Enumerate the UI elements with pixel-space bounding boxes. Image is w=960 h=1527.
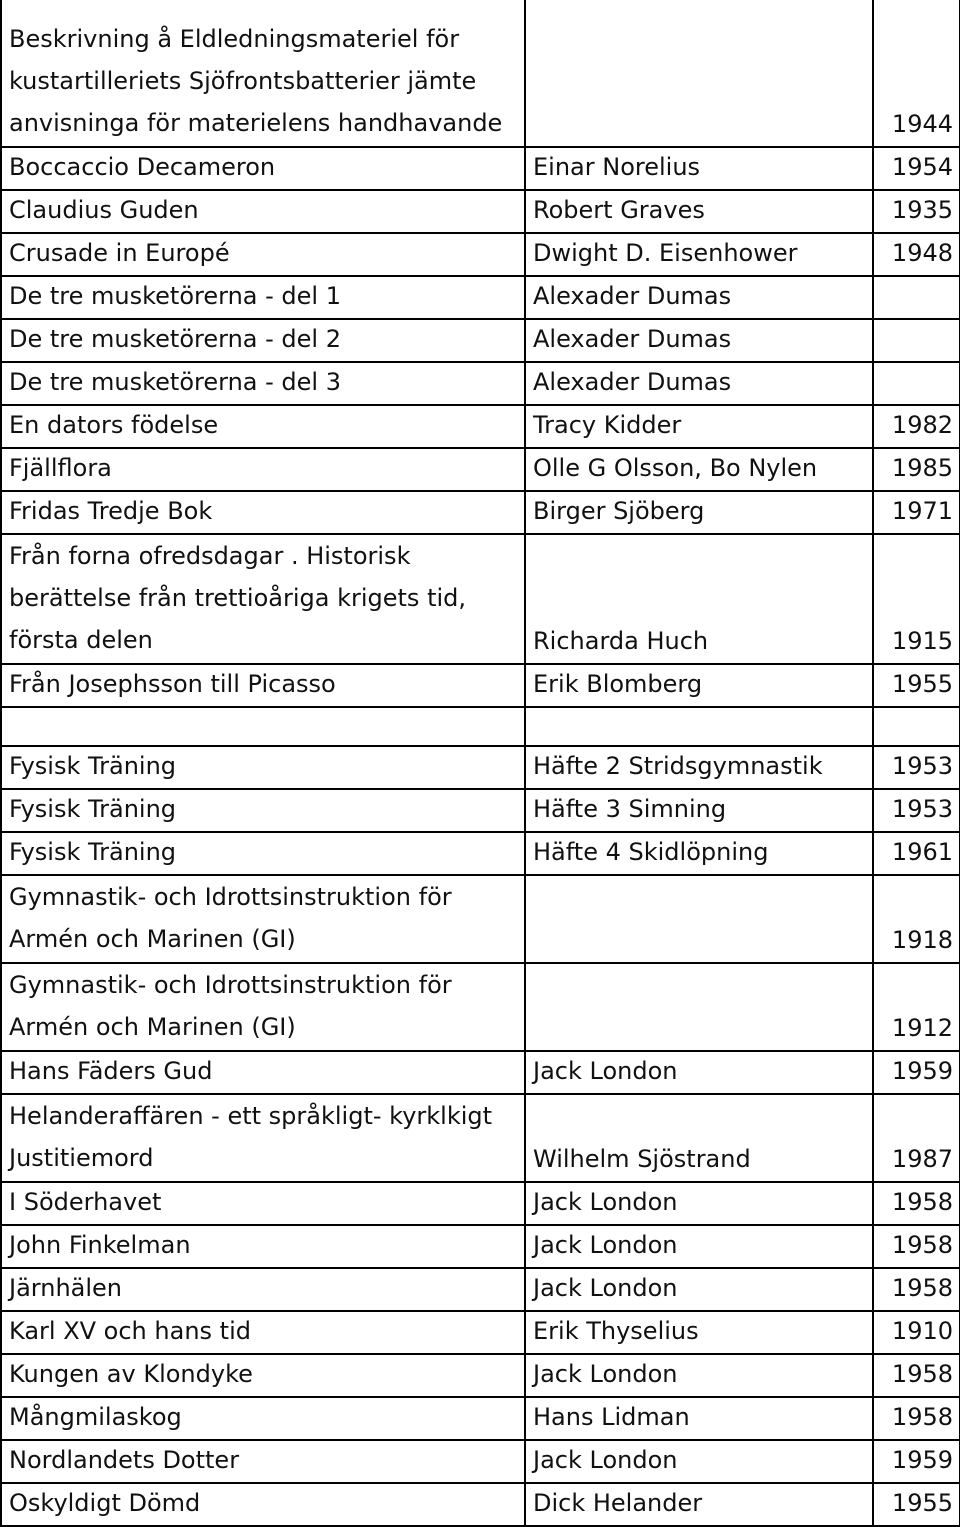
book-author-cell: Erik Thyselius	[525, 1311, 873, 1354]
table-row	[1, 746, 960, 789]
book-author-cell: Wilhelm Sjöstrand	[525, 1094, 873, 1182]
book-title-cell: Fridas Tredje Bok	[1, 491, 525, 534]
book-author-cell	[525, 875, 873, 963]
book-year-cell: 1935	[873, 190, 960, 233]
book-author-cell: Dick Helander	[525, 1483, 873, 1526]
book-author-cell	[525, 707, 873, 746]
table-row	[1, 707, 960, 746]
table-row	[1, 664, 960, 707]
book-year-cell: 1958	[873, 1182, 960, 1225]
book-year-cell	[873, 319, 960, 362]
book-year-cell: 1958	[873, 1397, 960, 1440]
book-author-cell: Alexader Dumas	[525, 362, 873, 405]
book-author-cell: Häfte 4 Skidlöpning	[525, 832, 873, 875]
book-year-cell: 1971	[873, 491, 960, 534]
book-title-cell: En dators födelse	[1, 405, 525, 448]
book-year-cell	[873, 276, 960, 319]
book-author-cell: Jack London	[525, 1182, 873, 1225]
table-row	[1, 319, 960, 362]
book-author-cell: Erik Blomberg	[525, 664, 873, 707]
table-row	[1, 276, 960, 319]
book-author-cell: Robert Graves	[525, 190, 873, 233]
book-title-cell: Beskrivning å Eldledningsmateriel för kustartilleriets Sjöfrontsbatterier jämte anvisninga för materielens handhavande	[1, 0, 525, 147]
table-row	[1, 1311, 960, 1354]
book-year-cell: 1918	[873, 875, 960, 963]
book-author-cell: Richarda Huch	[525, 534, 873, 664]
book-title-cell: Karl XV och hans tid	[1, 1311, 525, 1354]
book-year-cell: 1961	[873, 832, 960, 875]
book-year-cell: 1959	[873, 1440, 960, 1483]
book-title-cell: Från forna ofredsdagar . Historisk berättelse från trettioåriga krigets tid, första delen	[1, 534, 525, 664]
book-title-cell: Nordlandets Dotter	[1, 1440, 525, 1483]
book-author-cell: Jack London	[525, 1051, 873, 1094]
book-title-cell: Fysisk Träning	[1, 832, 525, 875]
book-author-cell: Tracy Kidder	[525, 405, 873, 448]
book-year-cell: 1954	[873, 147, 960, 190]
book-year-cell: 1982	[873, 405, 960, 448]
book-title-cell: Helanderaffären - ett språkligt- kyrklkigt Justitiemord	[1, 1094, 525, 1182]
book-title-cell: Oskyldigt Dömd	[1, 1483, 525, 1526]
table-row	[1, 233, 960, 276]
book-author-cell: Einar Norelius	[525, 147, 873, 190]
book-title-cell: Hans Fäders Gud	[1, 1051, 525, 1094]
table-row	[1, 832, 960, 875]
book-author-cell: Jack London	[525, 1268, 873, 1311]
book-year-cell: 1955	[873, 1483, 960, 1526]
book-year-cell: 1958	[873, 1225, 960, 1268]
book-title-cell: De tre musketörerna - del 2	[1, 319, 525, 362]
book-year-cell: 1959	[873, 1051, 960, 1094]
book-year-cell: 1912	[873, 963, 960, 1051]
book-title-cell: Mångmilaskog	[1, 1397, 525, 1440]
book-title-cell: Boccaccio Decameron	[1, 147, 525, 190]
book-year-cell: 1985	[873, 448, 960, 491]
book-title-cell: John Finkelman	[1, 1225, 525, 1268]
book-author-cell	[525, 963, 873, 1051]
book-year-cell: 1953	[873, 746, 960, 789]
book-title-cell: Järnhälen	[1, 1268, 525, 1311]
book-title-cell: De tre musketörerna - del 3	[1, 362, 525, 405]
book-title-cell: I Söderhavet	[1, 1182, 525, 1225]
book-author-cell: Dwight D. Eisenhower	[525, 233, 873, 276]
book-year-cell: 1910	[873, 1311, 960, 1354]
table-row	[1, 875, 960, 963]
book-author-cell: Alexader Dumas	[525, 276, 873, 319]
table-row	[1, 1225, 960, 1268]
table-row	[1, 1397, 960, 1440]
table-row	[1, 190, 960, 233]
table-row	[1, 147, 960, 190]
book-title-cell: Kungen av Klondyke	[1, 1354, 525, 1397]
table-row	[1, 1094, 960, 1182]
book-year-cell: 1948	[873, 233, 960, 276]
book-year-cell: 1915	[873, 534, 960, 664]
book-year-cell: 1953	[873, 789, 960, 832]
table-row	[1, 534, 960, 664]
book-year-cell: 1958	[873, 1268, 960, 1311]
book-author-cell: Alexader Dumas	[525, 319, 873, 362]
table-row	[1, 789, 960, 832]
table-row	[1, 1051, 960, 1094]
book-title-cell: Från Josephsson till Picasso	[1, 664, 525, 707]
table-row	[1, 963, 960, 1051]
book-title-cell: Fysisk Träning	[1, 789, 525, 832]
book-title-cell: Fysisk Träning	[1, 746, 525, 789]
book-year-cell: 1958	[873, 1354, 960, 1397]
table-row	[1, 1440, 960, 1483]
book-title-cell: Crusade in Europé	[1, 233, 525, 276]
book-author-cell: Häfte 3 Simning	[525, 789, 873, 832]
table-row	[1, 448, 960, 491]
book-author-cell	[525, 0, 873, 147]
book-author-cell: Olle G Olsson, Bo Nylen	[525, 448, 873, 491]
table-row	[1, 362, 960, 405]
table-row	[1, 1182, 960, 1225]
book-year-cell: 1955	[873, 664, 960, 707]
book-author-cell: Jack London	[525, 1225, 873, 1268]
book-author-cell: Hans Lidman	[525, 1397, 873, 1440]
book-title-cell: Claudius Guden	[1, 190, 525, 233]
book-title-cell	[1, 707, 525, 746]
book-title-cell: Fjällflora	[1, 448, 525, 491]
table-row	[1, 1483, 960, 1526]
book-title-cell: Gymnastik- och Idrottsinstruktion för Armén och Marinen (GI)	[1, 875, 525, 963]
book-year-cell: 1944	[873, 0, 960, 147]
book-year-cell: 1987	[873, 1094, 960, 1182]
book-list-body	[1, 0, 960, 1526]
book-title-cell: De tre musketörerna - del 1	[1, 276, 525, 319]
book-title-cell: Gymnastik- och Idrottsinstruktion för Armén och Marinen (GI)	[1, 963, 525, 1051]
book-author-cell: Jack London	[525, 1354, 873, 1397]
book-author-cell: Jack London	[525, 1440, 873, 1483]
table-row	[1, 1268, 960, 1311]
book-year-cell	[873, 707, 960, 746]
table-row	[1, 0, 960, 147]
book-author-cell: Birger Sjöberg	[525, 491, 873, 534]
table-row	[1, 405, 960, 448]
book-year-cell	[873, 362, 960, 405]
table-row	[1, 491, 960, 534]
book-author-cell: Häfte 2 Stridsgymnastik	[525, 746, 873, 789]
table-row	[1, 1354, 960, 1397]
